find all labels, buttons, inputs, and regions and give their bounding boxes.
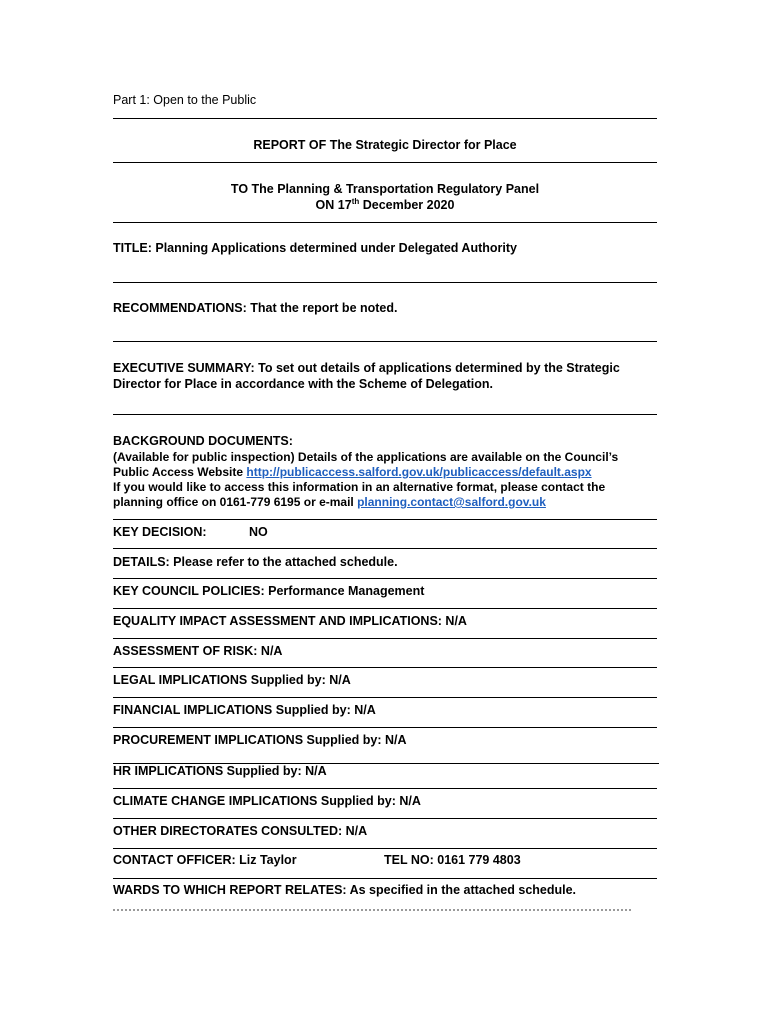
- divider: [113, 638, 657, 639]
- contact-tel: TEL NO: 0161 779 4803: [384, 853, 521, 867]
- divider: [113, 788, 657, 789]
- details: DETAILS: Please refer to the attached schedule.: [113, 555, 398, 569]
- report-date: ON 17th December 2020: [315, 196, 455, 212]
- executive-summary-line-1: EXECUTIVE SUMMARY: To set out details of applications determined by the Strategic: [113, 361, 620, 375]
- contact-officer: CONTACT OFFICER: Liz Taylor: [113, 853, 297, 867]
- background-heading: BACKGROUND DOCUMENTS:: [113, 434, 293, 448]
- divider: [113, 608, 657, 609]
- divider: [113, 118, 657, 119]
- report-to: TO The Planning & Transportation Regulatory Panel: [230, 182, 540, 196]
- key-council-policies: KEY COUNCIL POLICIES: Performance Management: [113, 584, 425, 598]
- legal-implications: LEGAL IMPLICATIONS Supplied by: N/A: [113, 673, 351, 687]
- divider: [113, 519, 657, 520]
- report-of: REPORT OF The Strategic Director for Place: [253, 138, 517, 152]
- divider: [113, 697, 657, 698]
- divider: [113, 548, 657, 549]
- other-directorates: OTHER DIRECTORATES CONSULTED: N/A: [113, 824, 368, 838]
- executive-summary-line-2: Director for Place in accordance with the Scheme of Delegation.: [113, 377, 493, 391]
- divider: [113, 727, 657, 728]
- divider: [113, 878, 657, 879]
- divider: [113, 414, 657, 415]
- background-line-3: If you would like to access this information in an alternative format, please contact the: [113, 480, 606, 494]
- divider: [113, 848, 657, 849]
- divider: [113, 818, 657, 819]
- wards: WARDS TO WHICH REPORT RELATES: As specified in the attached schedule.: [113, 883, 577, 897]
- planning-email-link[interactable]: planning.contact@salford.gov.uk: [357, 495, 546, 509]
- divider: [113, 222, 657, 223]
- equality-impact: EQUALITY IMPACT ASSESSMENT AND IMPLICATIONS: N/A: [113, 614, 467, 628]
- divider: [113, 282, 657, 283]
- key-decision-value: NO: [249, 525, 268, 539]
- financial-implications: FINANCIAL IMPLICATIONS Supplied by: N/A: [113, 703, 376, 717]
- divider: [113, 578, 657, 579]
- background-line-2: Public Access Website http://publicaccess.salford.gov.uk/publicaccess/default.aspx: [113, 465, 592, 479]
- hr-implications: HR IMPLICATIONS Supplied by: N/A: [113, 764, 327, 778]
- key-decision-label: KEY DECISION:: [113, 525, 207, 539]
- background-line-4: planning office on 0161-779 6195 or e-mail planning.contact@salford.gov.uk: [113, 495, 546, 509]
- procurement-implications: PROCUREMENT IMPLICATIONS Supplied by: N/A: [113, 733, 407, 747]
- recommendations: RECOMMENDATIONS: That the report be noted.: [113, 301, 398, 315]
- part-label: Part 1: Open to the Public: [113, 93, 257, 107]
- public-access-link[interactable]: http://publicaccess.salford.gov.uk/publicaccess/default.aspx: [246, 465, 592, 479]
- divider: [113, 667, 657, 668]
- divider: [113, 341, 657, 342]
- dotted-divider: [113, 909, 631, 911]
- background-line-1: (Available for public inspection) Details of the applications are available on the Council’s: [113, 450, 619, 464]
- assessment-of-risk: ASSESSMENT OF RISK: N/A: [113, 644, 283, 658]
- divider: [113, 162, 657, 163]
- climate-change-implications: CLIMATE CHANGE IMPLICATIONS Supplied by: N/A: [113, 794, 421, 808]
- report-title: TITLE: Planning Applications determined under Delegated Authority: [113, 241, 517, 255]
